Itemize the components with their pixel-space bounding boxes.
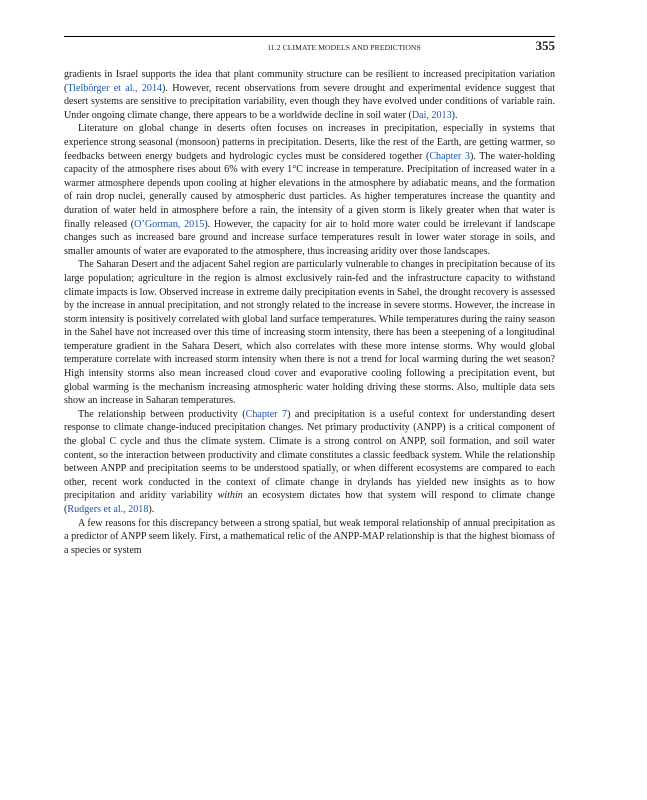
- citation-link[interactable]: Tielbörger et al., 2014: [67, 82, 163, 94]
- text-run: ).: [451, 109, 458, 121]
- running-head: 11.2 CLIMATE MODELS AND PREDICTIONS: [267, 43, 421, 52]
- text-run: ). However, the capacity for air to hold more water could be irrelevant if landscape changes such as increased bare ground and increase surface temperatures result in lower water storage in soils, and smaller amounts of water are evaporated to the atmosphere, thus increasing aridity over those landscapes.: [64, 218, 555, 257]
- body-text: [64, 68, 555, 557]
- text-run: an ecosystem dictates how that system will respond to climate change (: [64, 490, 556, 515]
- citation-link[interactable]: Chapter 7: [245, 408, 288, 420]
- paragraph: [64, 122, 555, 258]
- page-header: [64, 36, 555, 53]
- emphasis-text: within: [217, 490, 243, 502]
- text-run: Literature on global change in deserts often focuses on increases in precipitation, especially in systems that experience strong seasonal (monsoon) patterns in precipitation. Deserts, like the rest of the Earth, are getting warmer, so feedbacks between energy budgets and hydrologic cycles must be considered together (: [64, 123, 555, 162]
- citation-link[interactable]: Dai, 2013: [411, 109, 452, 121]
- page-number: 355: [535, 38, 555, 53]
- text-run: ).: [148, 504, 155, 515]
- paragraph: [64, 258, 555, 408]
- text-run: ) and precipitation is a useful context for understanding desert response to climate change-induced precipitation changes. Net primary productivity (ANPP) is a critical component of the global C cycle and thus the climate system. Climate is a strong control on ANPP, soil formation, and soil water content, so the interaction between productivity and climate constitutes a classic feedback system. While the relationship between ANPP and precipitation seems to be understood spatially, or when different ecosystems are compared to each other, recent work conducted in the context of climate change in drylands has yielded new insights as to how precipitation and aridity variability: [64, 408, 555, 502]
- text-run: The relationship between productivity (: [78, 408, 246, 420]
- paragraph: [64, 68, 555, 122]
- text-run: ). The water-holding capacity of the atmosphere rises about 6% with every 1°C increase in temperature. Precipitation of increased water in a warmer atmosphere depends upon cooling at higher elevations in the atmosphere by adiabatic means, and the formation of rain drop nuclei, generally caused by atmospheric dust particles. As higher temperatures increase the quantity and duration of water held in atmosphere before a rain, the intensity of a given storm is likely greater when that water is finally released (: [64, 150, 555, 230]
- citation-link[interactable]: Rudgers et al., 2018: [67, 504, 149, 515]
- text-run: A few reasons for this discrepancy between a strong spatial, but weak temporal relationship of annual precipitation as a predictor of ANPP seem likely. First, a mathematical relic of the ANPP-MAP relationship is that the highest biomass of a species or system: [64, 517, 555, 556]
- citation-link[interactable]: O’Gorman, 2015: [134, 218, 205, 230]
- paragraph: [64, 408, 555, 517]
- text-run: gradients in Israel supports the idea that plant community structure can be resilient to increased precipitation variation (: [64, 69, 555, 94]
- text-run: The Saharan Desert and the adjacent Sahel region are particularly vulnerable to changes in precipitation because of its large population; agriculture in the region is almost exclusively rain-fed and the infrastructure capacity to withstand climate impacts is low. Observed increase in extreme daily precipitation events in Sahel, the drought recovery is assessed by the increase in annual precipitation, and not strongly related to the increase in severe storms. However, the increase in storm intensity is positively correlated with global land surface temperatures. While temperatures during the rainy season in the Sahel have not increased over this time of increasing storm intensity, there has been a steepening of a longitudinal temperature gradient in the Sahara Desert, which also correlates with these more intense storms. Why would global temperature correlate with increased storm intensity when there is not a trend for local warming during the wet season? High intensity storms also mean increased cloud cover and evaporative cooling following a precipitation event, but global warming is the mechanism increasing atmospheric water holding driving these storms. Also, multiple data sets show an increase in Saharan temperatures.: [64, 259, 555, 407]
- paragraph: [64, 517, 555, 558]
- text-run: ). However, recent observations from severe drought and experimental evidence suggest that desert systems are sensitive to precipitation variability, even though they have evolved under conditions of variable rain. Under ongoing climate change, there appears to be a worldwide decline in soil water (: [64, 82, 555, 121]
- citation-link[interactable]: Chapter 3: [429, 150, 470, 162]
